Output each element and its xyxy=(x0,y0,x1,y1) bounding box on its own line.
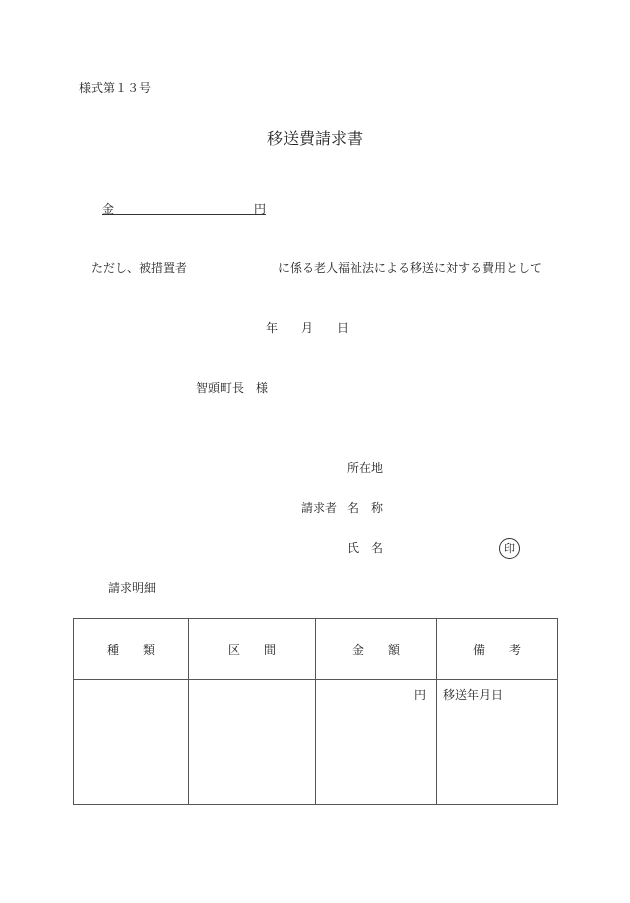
header-section: 区 間 xyxy=(189,619,316,680)
name-label: 名 称 xyxy=(347,501,384,515)
cell-remarks[interactable]: 移送年月日 xyxy=(437,680,558,805)
date-month: 月 xyxy=(301,321,314,335)
table-row xyxy=(74,680,558,805)
document-title: 移送費請求書 xyxy=(266,129,363,148)
details-table xyxy=(73,618,558,805)
purpose-before: ただし、被措置者 xyxy=(91,261,188,275)
purpose-after: に係る老人福祉法による移送に対する費用として xyxy=(278,261,543,275)
cell-amount[interactable]: 円 xyxy=(316,680,437,805)
claimant-label: 請求者 xyxy=(301,501,338,515)
cell-type[interactable] xyxy=(74,680,189,805)
seal-mark: 印 xyxy=(499,538,520,559)
date-day: 日 xyxy=(337,321,350,335)
header-type: 種 類 xyxy=(74,619,189,680)
person-label: 氏 名 xyxy=(347,541,384,555)
address-label: 所在地 xyxy=(347,461,384,475)
amount-suffix: 円 xyxy=(254,202,267,216)
table-header-row xyxy=(74,619,558,680)
addressee: 智頭町長 様 xyxy=(196,381,269,395)
amount-underline xyxy=(102,214,266,215)
amount-prefix: 金 xyxy=(102,202,115,216)
cell-section[interactable] xyxy=(189,680,316,805)
form-number: 様式第１３号 xyxy=(79,81,152,95)
date-year: 年 xyxy=(266,321,279,335)
header-amount: 金 額 xyxy=(316,619,437,680)
header-remarks: 備 考 xyxy=(437,619,558,680)
details-heading: 請求明細 xyxy=(108,581,157,595)
